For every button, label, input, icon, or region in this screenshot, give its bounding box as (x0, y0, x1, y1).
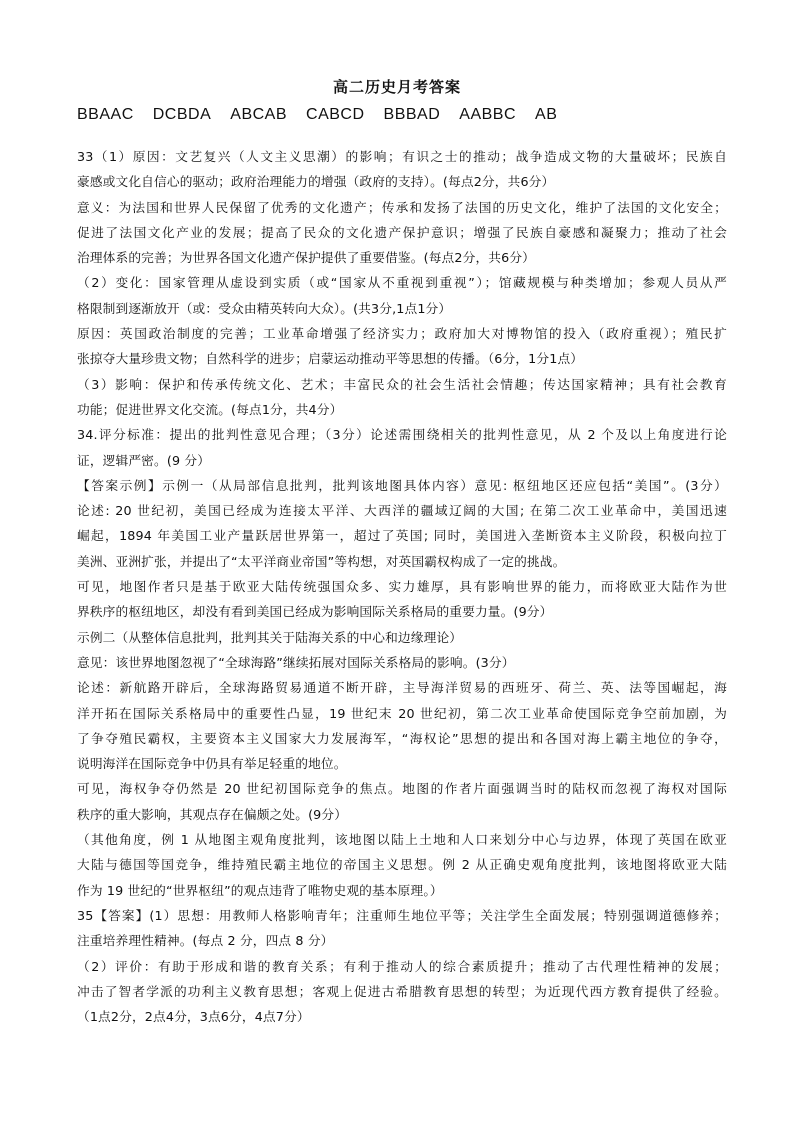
text-line: 33（1）原因：文艺复兴（人文主义思潮）的影响；有识之士的推动；战争造成文物的大量破坏；民族自 (77, 149, 727, 164)
text-line: 促进了法国文化产业的发展；提高了民众的文化遗产保护意识；增强了民族自豪感和凝聚力；推动了社会 (77, 224, 727, 240)
text-line: 【答案示例】示例一（从局部信息批判，批判该地图具体内容）意见: 枢纽地区还应包括“美国”。(3分） (77, 477, 727, 493)
answer-group: AABBC (459, 106, 517, 123)
text-line: 34.评分标准：提出的批判性意见合理；（3分）论述需围绕相关的批判性意见，从 2 个及以上角度进行论 (77, 427, 727, 443)
answer-group: DCBDA (152, 106, 212, 123)
text-line: （1点2分，2点4分，3点6分，4点7分） (77, 1009, 310, 1025)
text-line: 意义：为法国和世界人民保留了优秀的文化遗产；传承和发扬了法国的历史文化，维护了法国的文化安全； (77, 199, 727, 215)
answer-body (77, 144, 727, 1029)
text-line: （其他角度，例 1 从地图主观角度批判，该地图以陆上土地和人口来划分中心与边界，体现了英国在欧亚 (77, 832, 727, 848)
text-line: 意见：该世界地图忽视了“全球海路”继续拓展对国际关系格局的影响。(3分） (77, 654, 515, 670)
text-line: 大陆与德国等国竞争，维持殖民霸主地位的帝国主义思想。例 2 从正确史观角度批判，该地图将欧亚大陆 (77, 857, 727, 873)
text-line: 论述: 20 世纪初，美国已经成为连接太平洋、大西洋的疆域辽阔的大国; 在第二次工业革命中，美国迅速 (77, 503, 727, 519)
text-line: 秩序的重大影响，其观点存在偏颇之处。(9分） (77, 806, 348, 822)
text-line: 治理体系的完善；为世界各国文化遗产保护提供了重要借鉴。(每点2分，共6分） (77, 250, 536, 266)
text-line: 注重培养理性精神。(每点 2 分，四点 8 分） (77, 933, 334, 949)
text-line: 美洲、亚洲扩张，并提出了“太平洋商业帝国”等构想，对英国霸权构成了一定的挑战。 (77, 553, 566, 569)
text-line: 功能；促进世界文化交流。(每点1分，共4分） (77, 401, 343, 417)
answer-group: AB (535, 106, 558, 123)
text-line: （3）影响：保护和传承传统文化、艺术；丰富民众的社会生活社会情趣；传达国家精神；具有社会教育 (77, 376, 727, 392)
text-line: 证，逻辑严密。(9 分） (77, 452, 211, 468)
text-line: （2）评价：有助于形成和谐的教育关系；有利于推动人的综合素质提升；推动了古代理性精神的发展； (77, 958, 727, 974)
answer-group: CABCD (306, 106, 365, 123)
text-line: 可见，海权争夺仍然是 20 世纪初国际竞争的焦点。地图的作者片面强调当时的陆权而忽视了海权对国际 (77, 781, 727, 797)
answer-group: BBAAC (77, 106, 134, 123)
text-line: 冲击了智者学派的功利主义教育思想；客观上促进古希腊教育思想的转型；为近现代西方教育提供了经验。 (77, 983, 727, 999)
text-line: 35【答案】(1）思想：用教师人格影响青年；注重师生地位平等；关注学生全面发展；特别强调道德修养； (77, 907, 727, 923)
text-line: 洋开拓在国际关系格局中的重要性凸显，19 世纪末 20 世纪初，第二次工业革命使国际竞争空前加剧，为 (77, 705, 727, 721)
text-line: 可见，地图作者只是基于欧亚大陆传统强国众多、实力雄厚，具有影响世界的能力，而将欧亚大陆作为世 (77, 579, 727, 595)
text-line: 原因：英国政治制度的完善；工业革命增强了经济实力；政府加大对博物馆的投入（政府重视）；殖民扩 (77, 326, 727, 342)
text-line: 界秩序的枢纽地区，却没有看到美国已经成为影响国际关系格局的重要力量。(9分） (77, 604, 553, 620)
text-line: 作为 19 世纪的“世界枢纽”的观点违背了唯物史观的基本原理。） (77, 882, 443, 898)
text-line: 崛起，1894 年美国工业产量跃居世界第一，超过了英国; 同时，美国进入垄断资本主义阶段，积极向拉丁 (77, 528, 727, 544)
text-line: 豪感或文化自信心的驱动；政府治理能力的增强（政府的支持）。(每点2分，共6分） (77, 174, 555, 190)
text-line: 张掠夺大量珍贵文物；自然科学的进步；启蒙运动推动平等思想的传播。（6分，1分1点） (77, 351, 584, 367)
page-title: 高二历史月考答案 (332, 78, 461, 96)
text-line: 了争夺殖民霸权，主要资本主义国家大力发展海军，“海权论”思想的提出和各国对海上霸主地位的争夺， (77, 730, 727, 746)
text-line: 格限制到逐渐放开（或：受众由精英转向大众）。(共3分,1点1分） (77, 300, 452, 316)
answer-group: BBBAD (383, 106, 441, 123)
text-line: 示例二（从整体信息批判，批判其关于陆海关系的中心和边缘理论） (77, 629, 463, 645)
text-line: 论述：新航路开辟后，全球海路贸易通道不断开辟，主导海洋贸易的西班牙、荷兰、英、法等国崛起，海 (77, 680, 727, 696)
text-line: 说明海洋在国际竞争中仍具有举足轻重的地位。 (77, 756, 347, 772)
multiple-choice-answers (77, 106, 576, 124)
answer-group: ABCAB (230, 106, 288, 123)
text-line: （2）变化：国家管理从虚设到实质（或“国家从不重视到重视”）；馆藏规模与种类增加；参观人员从严 (77, 275, 727, 291)
